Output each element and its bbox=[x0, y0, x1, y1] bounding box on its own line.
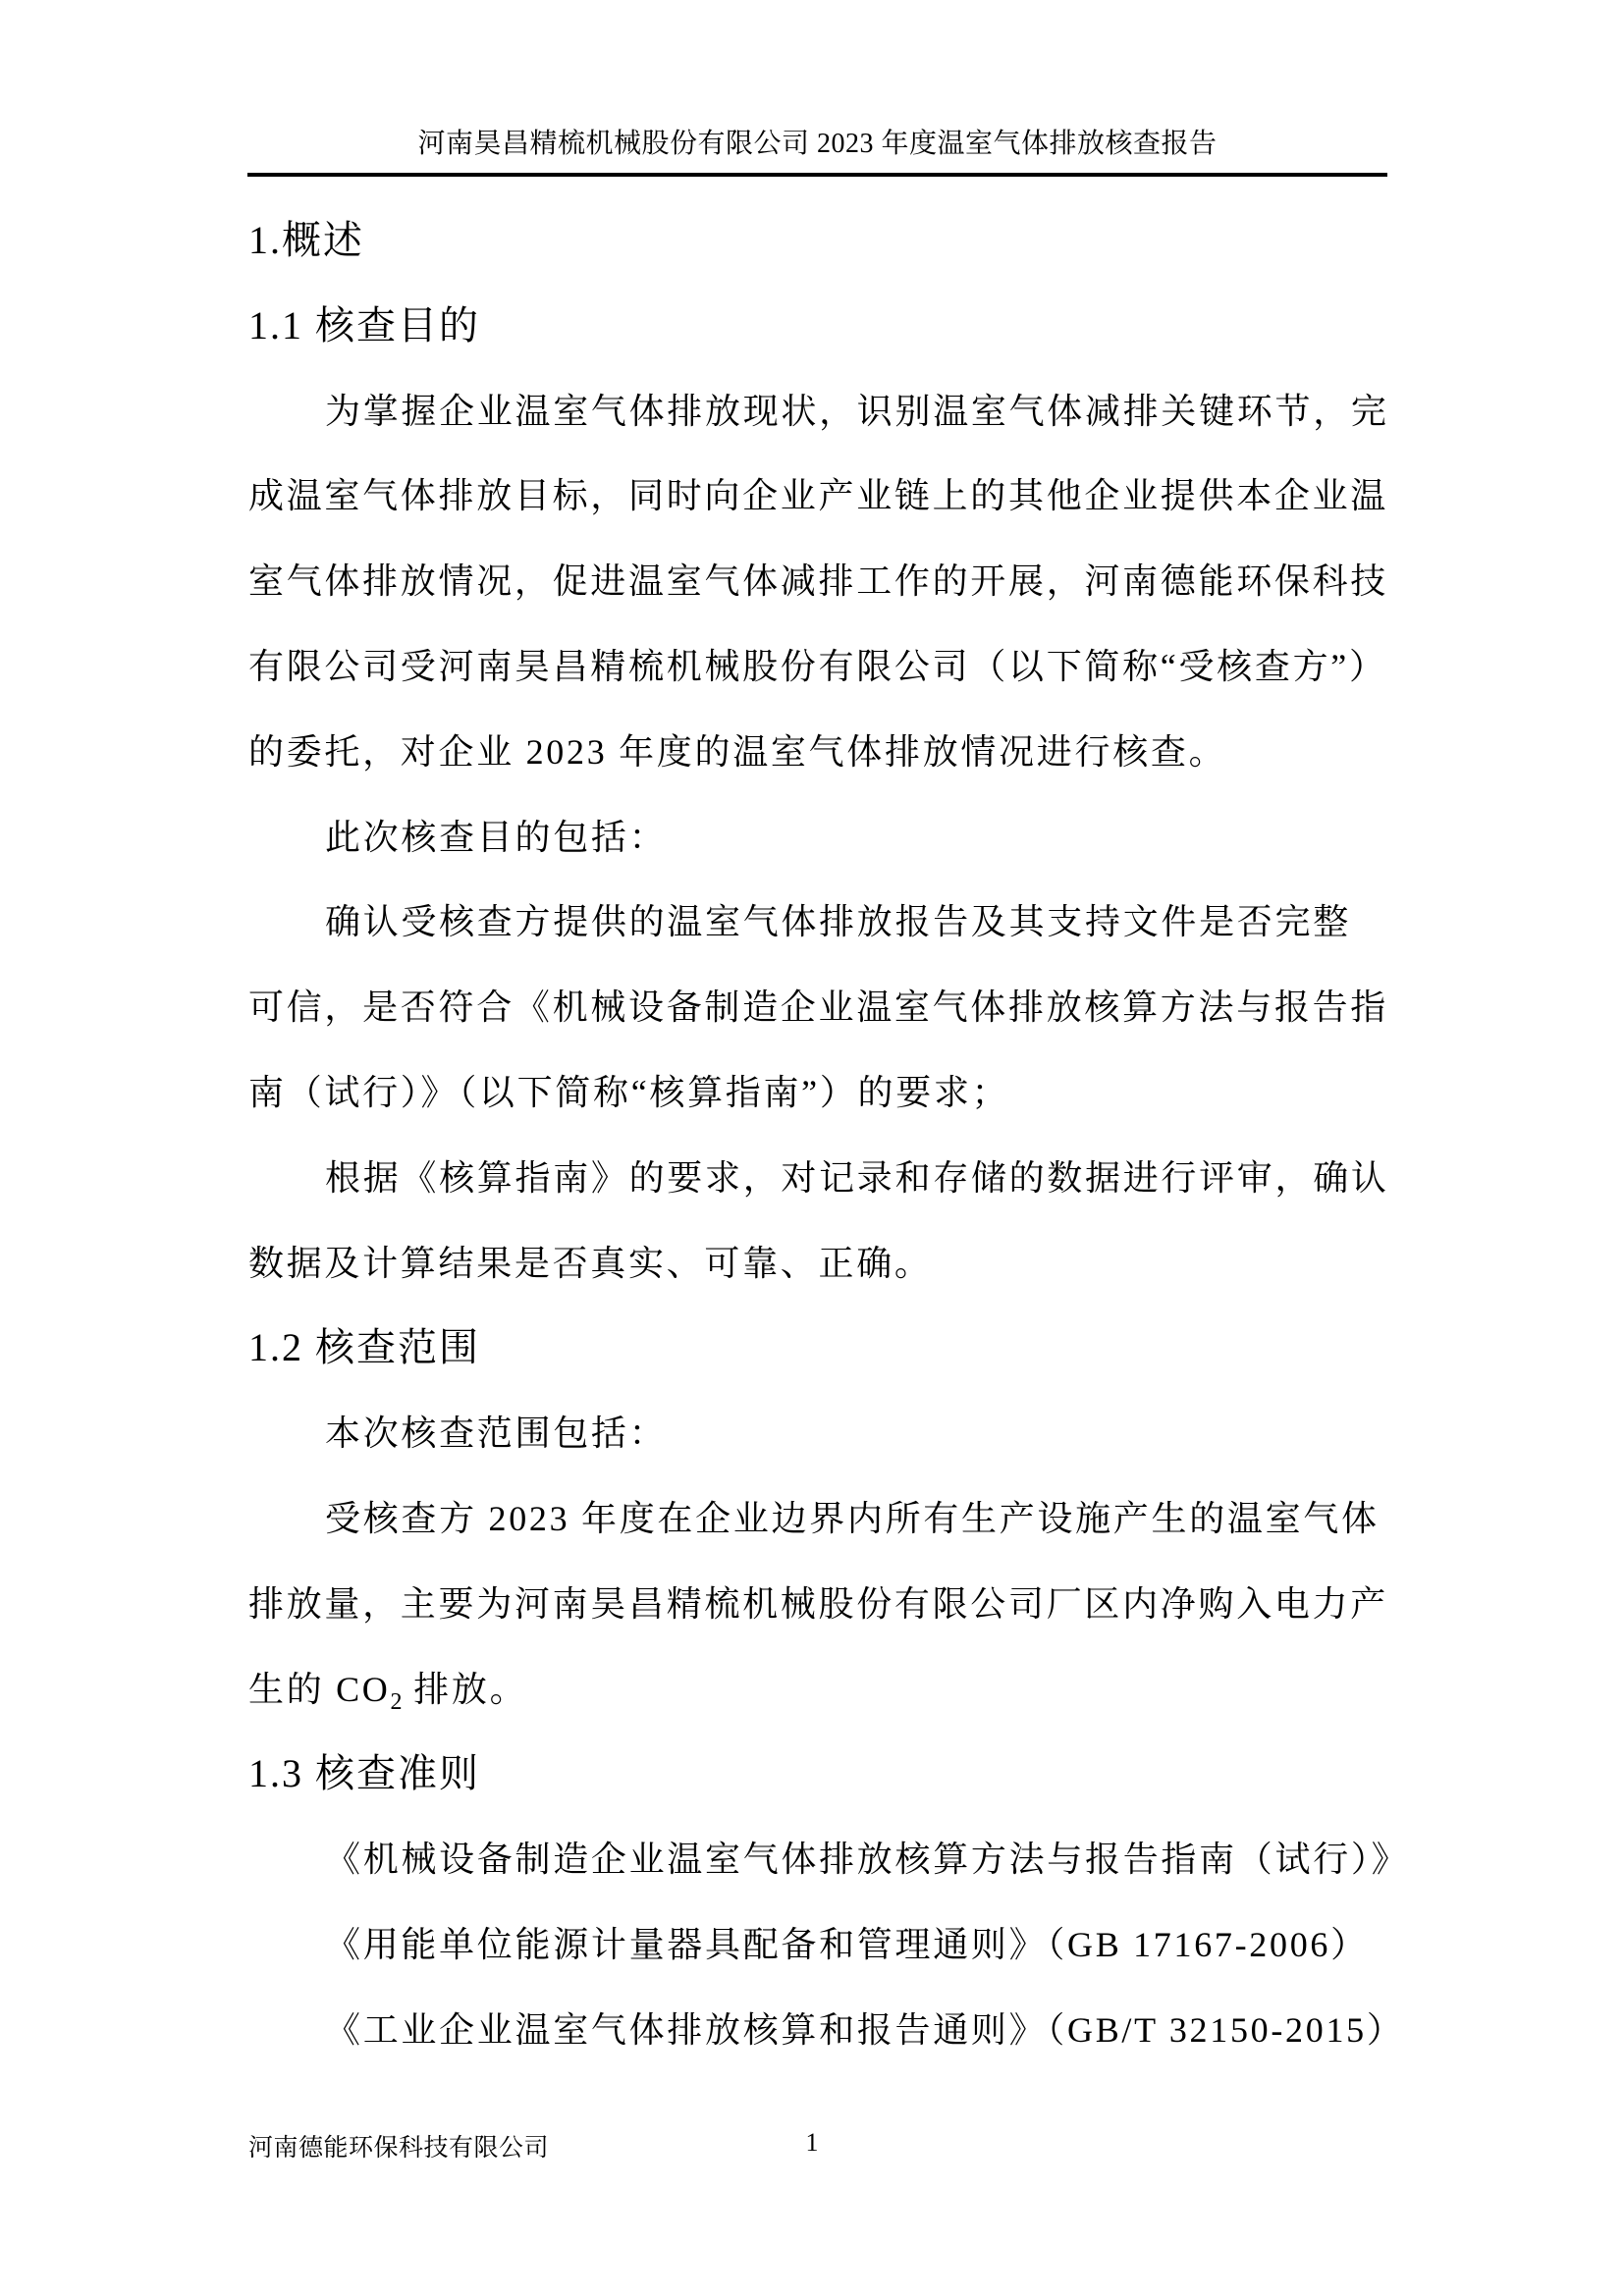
section-heading-1-2: 1.2 核查范围 bbox=[248, 1325, 480, 1370]
document-line: 确认受核查方提供的温室气体排放报告及其支持文件是否完整 bbox=[325, 902, 1351, 942]
document-line: 南（试行）》（以下简称“核算指南”）的要求； bbox=[248, 1072, 1010, 1112]
co2-prefix: 生的 CO bbox=[248, 1669, 391, 1709]
document-line: 成温室气体排放目标，同时向企业产业链上的其他企业提供本企业温 bbox=[248, 476, 1389, 516]
section-heading-overview: 1.概述 bbox=[248, 218, 364, 262]
document-line: 《用能单位能源计量器具配备和管理通则》（GB 17167-2006） bbox=[325, 1924, 1369, 1964]
document-line: 可信，是否符合《机械设备制造企业温室气体排放核算方法与报告指 bbox=[248, 988, 1389, 1028]
document-line-co2 bbox=[248, 1647, 1387, 1733]
co2-suffix: 排放。 bbox=[402, 1669, 528, 1709]
document-line: 《工业企业温室气体排放核算和报告通则》（GB/T 32150-2015） bbox=[325, 2009, 1405, 2050]
document-line: 此次核查目的包括： bbox=[325, 817, 668, 857]
document-line: 《机械设备制造企业温室气体排放核算方法与报告指南（试行）》 bbox=[325, 1840, 1410, 1880]
document-line: 本次核查范围包括： bbox=[325, 1414, 668, 1454]
document-line: 根据《核算指南》的要求，对记录和存储的数据进行评审，确认 bbox=[325, 1157, 1389, 1198]
section-heading-1-3: 1.3 核查准则 bbox=[248, 1751, 480, 1796]
section-heading-1-1: 1.1 核查目的 bbox=[248, 302, 480, 347]
page-header-title: 河南昊昌精梳机械股份有限公司 2023 年度温室气体排放核查报告 bbox=[247, 122, 1387, 177]
document-line: 受核查方 2023 年度在企业边界内所有生产设施产生的温室气体 bbox=[325, 1498, 1380, 1538]
document-body bbox=[248, 198, 1410, 2073]
footer-company-name: 河南德能环保科技有限公司 bbox=[248, 2135, 550, 2162]
document-line: 有限公司受河南昊昌精梳机械股份有限公司（以下简称“受核查方”） bbox=[248, 646, 1387, 686]
document-line: 室气体排放情况，促进温室气体减排工作的开展，河南德能环保科技 bbox=[248, 561, 1389, 602]
co2-subscript: 2 bbox=[390, 1688, 403, 1715]
document-line: 排放量，主要为河南昊昌精梳机械股份有限公司厂区内净购入电力产 bbox=[248, 1583, 1389, 1624]
document-line: 数据及计算结果是否真实、可靠、正确。 bbox=[248, 1243, 933, 1283]
footer-page-number: 1 bbox=[805, 2128, 819, 2157]
document-line: 的委托，对企业 2023 年度的温室气体排放情况进行核查。 bbox=[248, 731, 1227, 772]
document-line: 为掌握企业温室气体排放现状，识别温室气体减排关键环节，完 bbox=[325, 391, 1389, 431]
